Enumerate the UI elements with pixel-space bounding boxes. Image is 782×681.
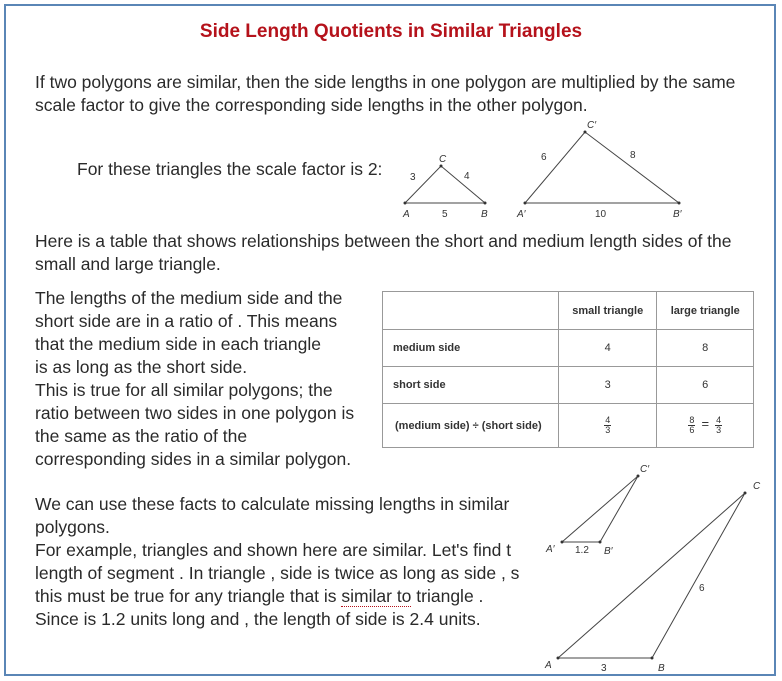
- ratio-line: This is true for all similar polygons; the: [35, 380, 333, 400]
- vertex-b-label: B: [658, 663, 665, 674]
- similar-to-link[interactable]: similar to: [341, 586, 412, 606]
- side-ab-prime-length: 10: [595, 209, 607, 220]
- numerator: 4: [716, 415, 722, 425]
- ratio-table: [382, 291, 754, 448]
- cell-small: 3: [559, 367, 657, 404]
- fig2-large-triangle: [540, 478, 770, 678]
- ratio-line: The lengths of the medium side and the: [35, 288, 343, 308]
- side-bc-prime-length: 8: [630, 150, 636, 161]
- ratio-line: that the medium side in each triangle: [35, 334, 321, 354]
- intro-paragraph: If two polygons are similar, then the side lengths in one polygon are multiplied by the same scale factor to give the corresponding side lengths in the other polygon.: [35, 72, 736, 115]
- side-ac-prime-length: 6: [541, 152, 547, 163]
- numerator: 4: [605, 415, 611, 425]
- ratio-line: short side are in a ratio of . This means: [35, 311, 338, 331]
- bottom-paragraph: [35, 493, 527, 631]
- denominator: 3: [605, 425, 611, 435]
- row-label: medium side: [383, 330, 559, 367]
- table-header-blank: [383, 292, 559, 330]
- side-ac-length: 3: [410, 172, 416, 183]
- equals-sign: =: [701, 416, 710, 432]
- side-ab-length: 3: [601, 663, 607, 674]
- vertex-b-label: B: [481, 209, 488, 220]
- fraction: [688, 416, 695, 435]
- page-title: Side Length Quotients in Similar Triangles: [199, 21, 583, 42]
- table-row: [383, 330, 754, 367]
- cell-large: 8: [657, 330, 754, 367]
- large-triangle-figure: [513, 117, 693, 223]
- vertex-c-prime-label: C′: [587, 120, 597, 131]
- row-label: short side: [383, 367, 559, 404]
- bottom-line-text: triangle .: [411, 586, 484, 606]
- side-ab-prime-length: 1.2: [575, 545, 589, 556]
- table-row: [383, 367, 754, 404]
- vertex-b-prime-label: B′: [604, 546, 613, 557]
- vertex-a-label: A: [545, 660, 552, 671]
- bottom-line: For example, triangles and shown here are similar. Let's find t: [35, 540, 512, 560]
- vertex-c-label: C: [753, 481, 761, 492]
- ratio-line: the same as the ratio of the: [35, 426, 248, 446]
- cell-small: [559, 404, 657, 448]
- side-bc-length: 4: [464, 171, 470, 182]
- bottom-line: [35, 585, 527, 608]
- scale-factor-line: For these triangles the scale factor is 2:: [77, 159, 383, 179]
- ratio-line: ratio between two sides in one polygon is: [35, 403, 355, 423]
- fraction: [715, 416, 722, 435]
- vertex-b-prime-label: B′: [673, 209, 682, 220]
- bottom-line-text: this must be true for any triangle that is: [35, 586, 342, 606]
- vertex-a-prime-label: A′: [546, 544, 555, 555]
- cell-small: 4: [559, 330, 657, 367]
- ratio-paragraph: [35, 287, 354, 471]
- table-header-row: [383, 292, 754, 330]
- vertex-c-prime-label: C′: [640, 464, 650, 475]
- table-intro-paragraph: Here is a table that shows relationships between the short and medium length sides of the small and large triangle.: [35, 231, 732, 274]
- denominator: 3: [716, 425, 722, 435]
- bottom-line: polygons.: [35, 517, 110, 537]
- cell-large: [657, 404, 754, 448]
- vertex-a-label: A: [403, 209, 410, 220]
- bottom-line: We can use these facts to calculate missing lengths in similar: [35, 494, 510, 514]
- ratio-line: is as long as the short side.: [35, 357, 248, 377]
- ratio-line: corresponding sides in a similar polygon.: [35, 449, 352, 469]
- small-triangle-figure: [395, 148, 505, 223]
- fraction: [604, 416, 611, 435]
- side-ab-length: 5: [442, 209, 448, 220]
- side-bc-length: 6: [699, 583, 705, 594]
- numerator: 8: [689, 415, 695, 425]
- denominator: 6: [689, 425, 695, 435]
- bottom-line: length of segment . In triangle , side is twice as long as side , s: [35, 563, 520, 583]
- vertex-c-label: C: [439, 154, 447, 165]
- table-header-large: large triangle: [657, 292, 754, 330]
- table-header-small: small triangle: [559, 292, 657, 330]
- bottom-line: Since is 1.2 units long and , the length of side is 2.4 units.: [35, 609, 481, 629]
- row-label: (medium side) ÷ (short side): [383, 404, 559, 448]
- table-row: [383, 404, 754, 448]
- vertex-a-prime-label: A′: [517, 209, 526, 220]
- cell-large: 6: [657, 367, 754, 404]
